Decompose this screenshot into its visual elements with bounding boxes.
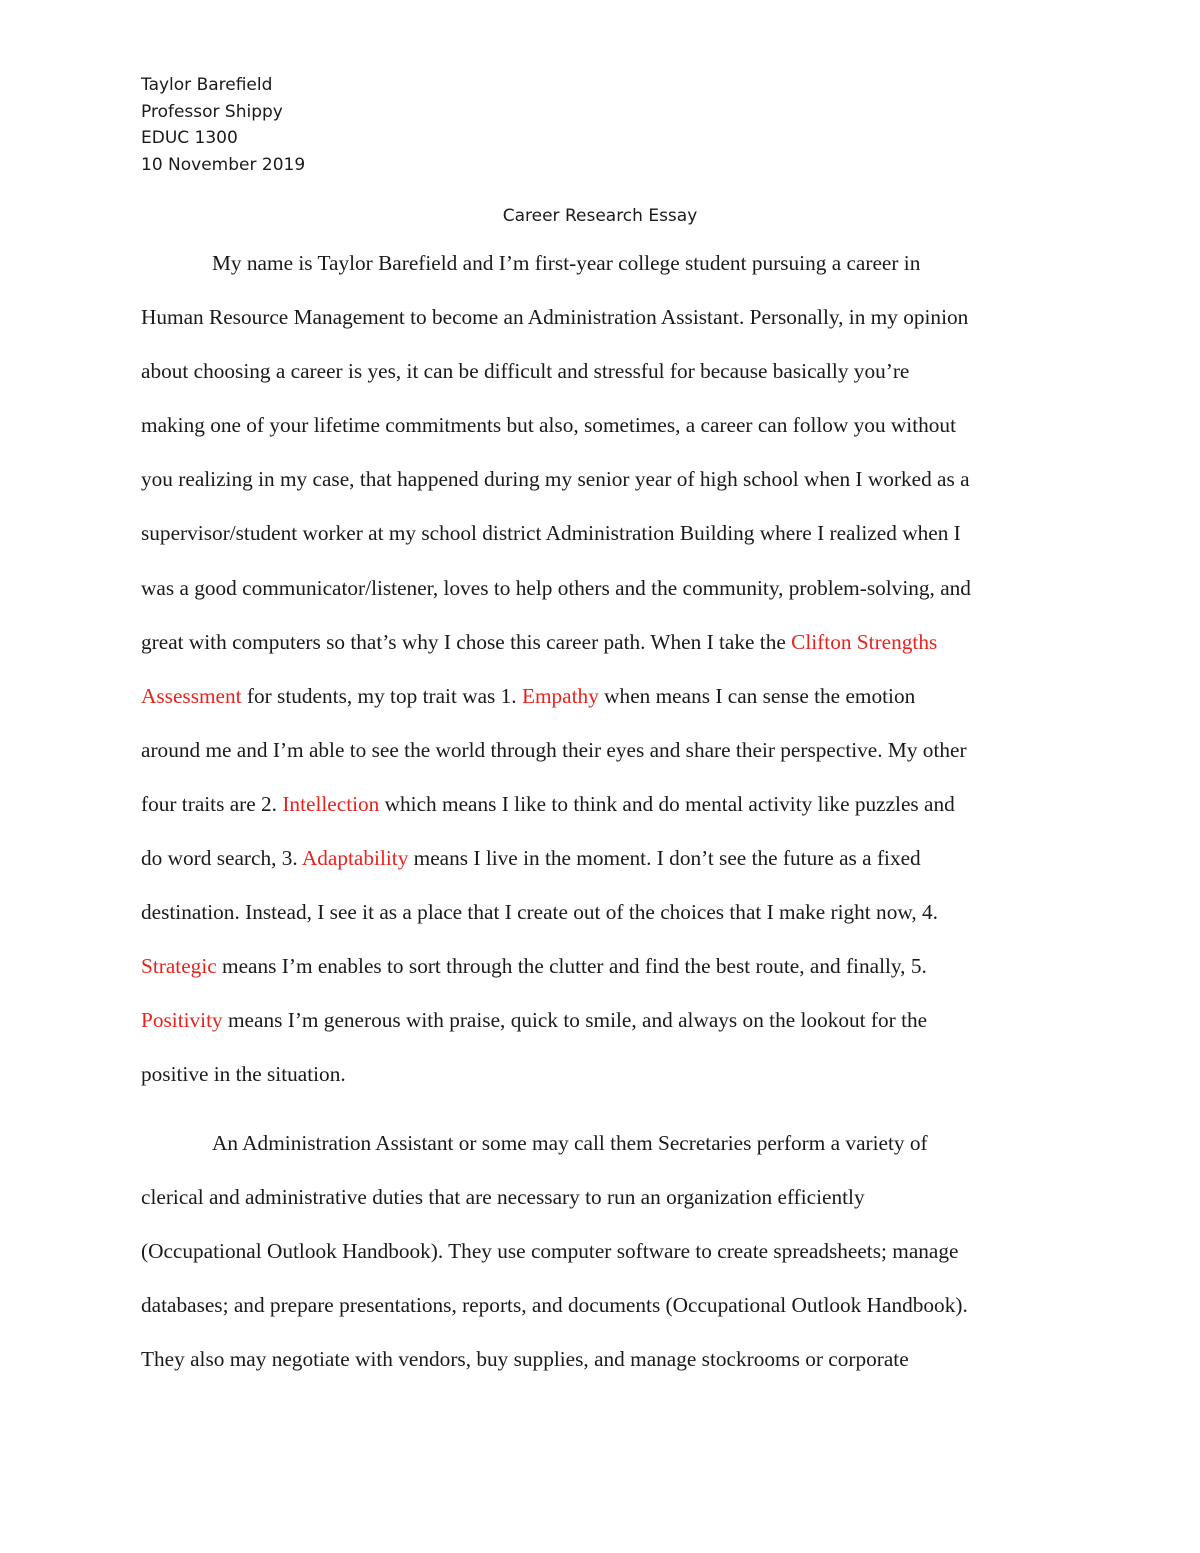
paragraph-line — [141, 831, 1061, 885]
course-code: EDUC 1300 — [141, 128, 238, 148]
paragraph-line: was a good communicator/listener, loves to help others and the community, problem-solving, and — [141, 575, 971, 600]
line-text: means I’m generous with praise, quick to smile, and always on the lookout for the — [222, 1008, 928, 1033]
line-text: do word search, 3. — [141, 846, 302, 871]
paragraph-line: you realizing in my case, that happened during my senior year of high school when I worked as a — [141, 467, 970, 492]
line-text: for students, my top trait was 1. — [241, 683, 522, 708]
line-text: four traits are 2. — [141, 791, 283, 816]
paragraph-line: positive in the situation. — [141, 1062, 346, 1087]
highlighted-term: Positivity — [141, 1008, 223, 1033]
paragraph-1 — [141, 236, 1061, 1102]
line-text: means I’m enables to sort through the clutter and find the best route, and finally, 5. — [216, 954, 927, 979]
author-name: Taylor Barefield — [141, 75, 273, 95]
paragraph-line — [141, 993, 1061, 1047]
paragraph-line: An Administration Assistant or some may call them Secretaries perform a variety of — [212, 1131, 928, 1155]
line-text: which means I like to think and do mental activity like puzzles and — [379, 791, 955, 816]
highlighted-term: Strategic — [141, 954, 217, 979]
highlighted-term: Empathy — [521, 683, 599, 708]
paragraph-line — [141, 669, 1061, 723]
professor-name: Professor Shippy — [141, 101, 283, 122]
line-text: when means I can sense the emotion — [598, 683, 916, 708]
essay-heading-block — [141, 72, 305, 178]
highlighted-term: Adaptability — [301, 846, 409, 871]
paragraph-line — [141, 939, 1061, 993]
paragraph-line — [141, 777, 1061, 831]
paragraph-2 — [141, 1116, 1061, 1386]
paragraph-line: databases; and prepare presentations, reports, and documents (Occupational Outlook Handbook). — [141, 1293, 968, 1318]
highlighted-term: Clifton Strengths — [791, 629, 938, 654]
essay-date: 10 November 2019 — [141, 154, 306, 175]
paragraph-line: My name is Taylor Barefield and I’m first-year college student pursuing a career in — [212, 251, 921, 275]
highlighted-term: Assessment — [141, 683, 242, 708]
paragraph-line: about choosing a career is yes, it can be difficult and stressful for because basically you’re — [141, 359, 910, 384]
line-text: great with computers so that’s why I chose this career path. When I take the — [141, 629, 792, 654]
paragraph-line: supervisor/student worker at my school district Administration Building where I realized when I — [141, 521, 961, 546]
paragraph-line: making one of your lifetime commitments but also, sometimes, a career can follow you without — [141, 413, 957, 438]
paragraph-line: They also may negotiate with vendors, buy supplies, and manage stockrooms or corporate — [141, 1347, 909, 1372]
highlighted-term: Intellection — [282, 791, 380, 816]
paragraph-line: (Occupational Outlook Handbook). They use computer software to create spreadsheets; manage — [141, 1239, 959, 1264]
paragraph-line: clerical and administrative duties that are necessary to run an organization efficiently — [141, 1185, 865, 1210]
paragraph-line — [141, 615, 1061, 669]
paragraph-line: destination. Instead, I see it as a place that I create out of the choices that I make right now, 4. — [141, 900, 938, 925]
paragraph-line: Human Resource Management to become an Administration Assistant. Personally, in my opinion — [141, 305, 969, 330]
line-text: means I live in the moment. I don’t see the future as a fixed — [408, 846, 921, 871]
paragraph-line: around me and I’m able to see the world through their eyes and share their perspective. My other — [141, 737, 967, 762]
essay-title: Career Research Essay — [502, 206, 698, 226]
